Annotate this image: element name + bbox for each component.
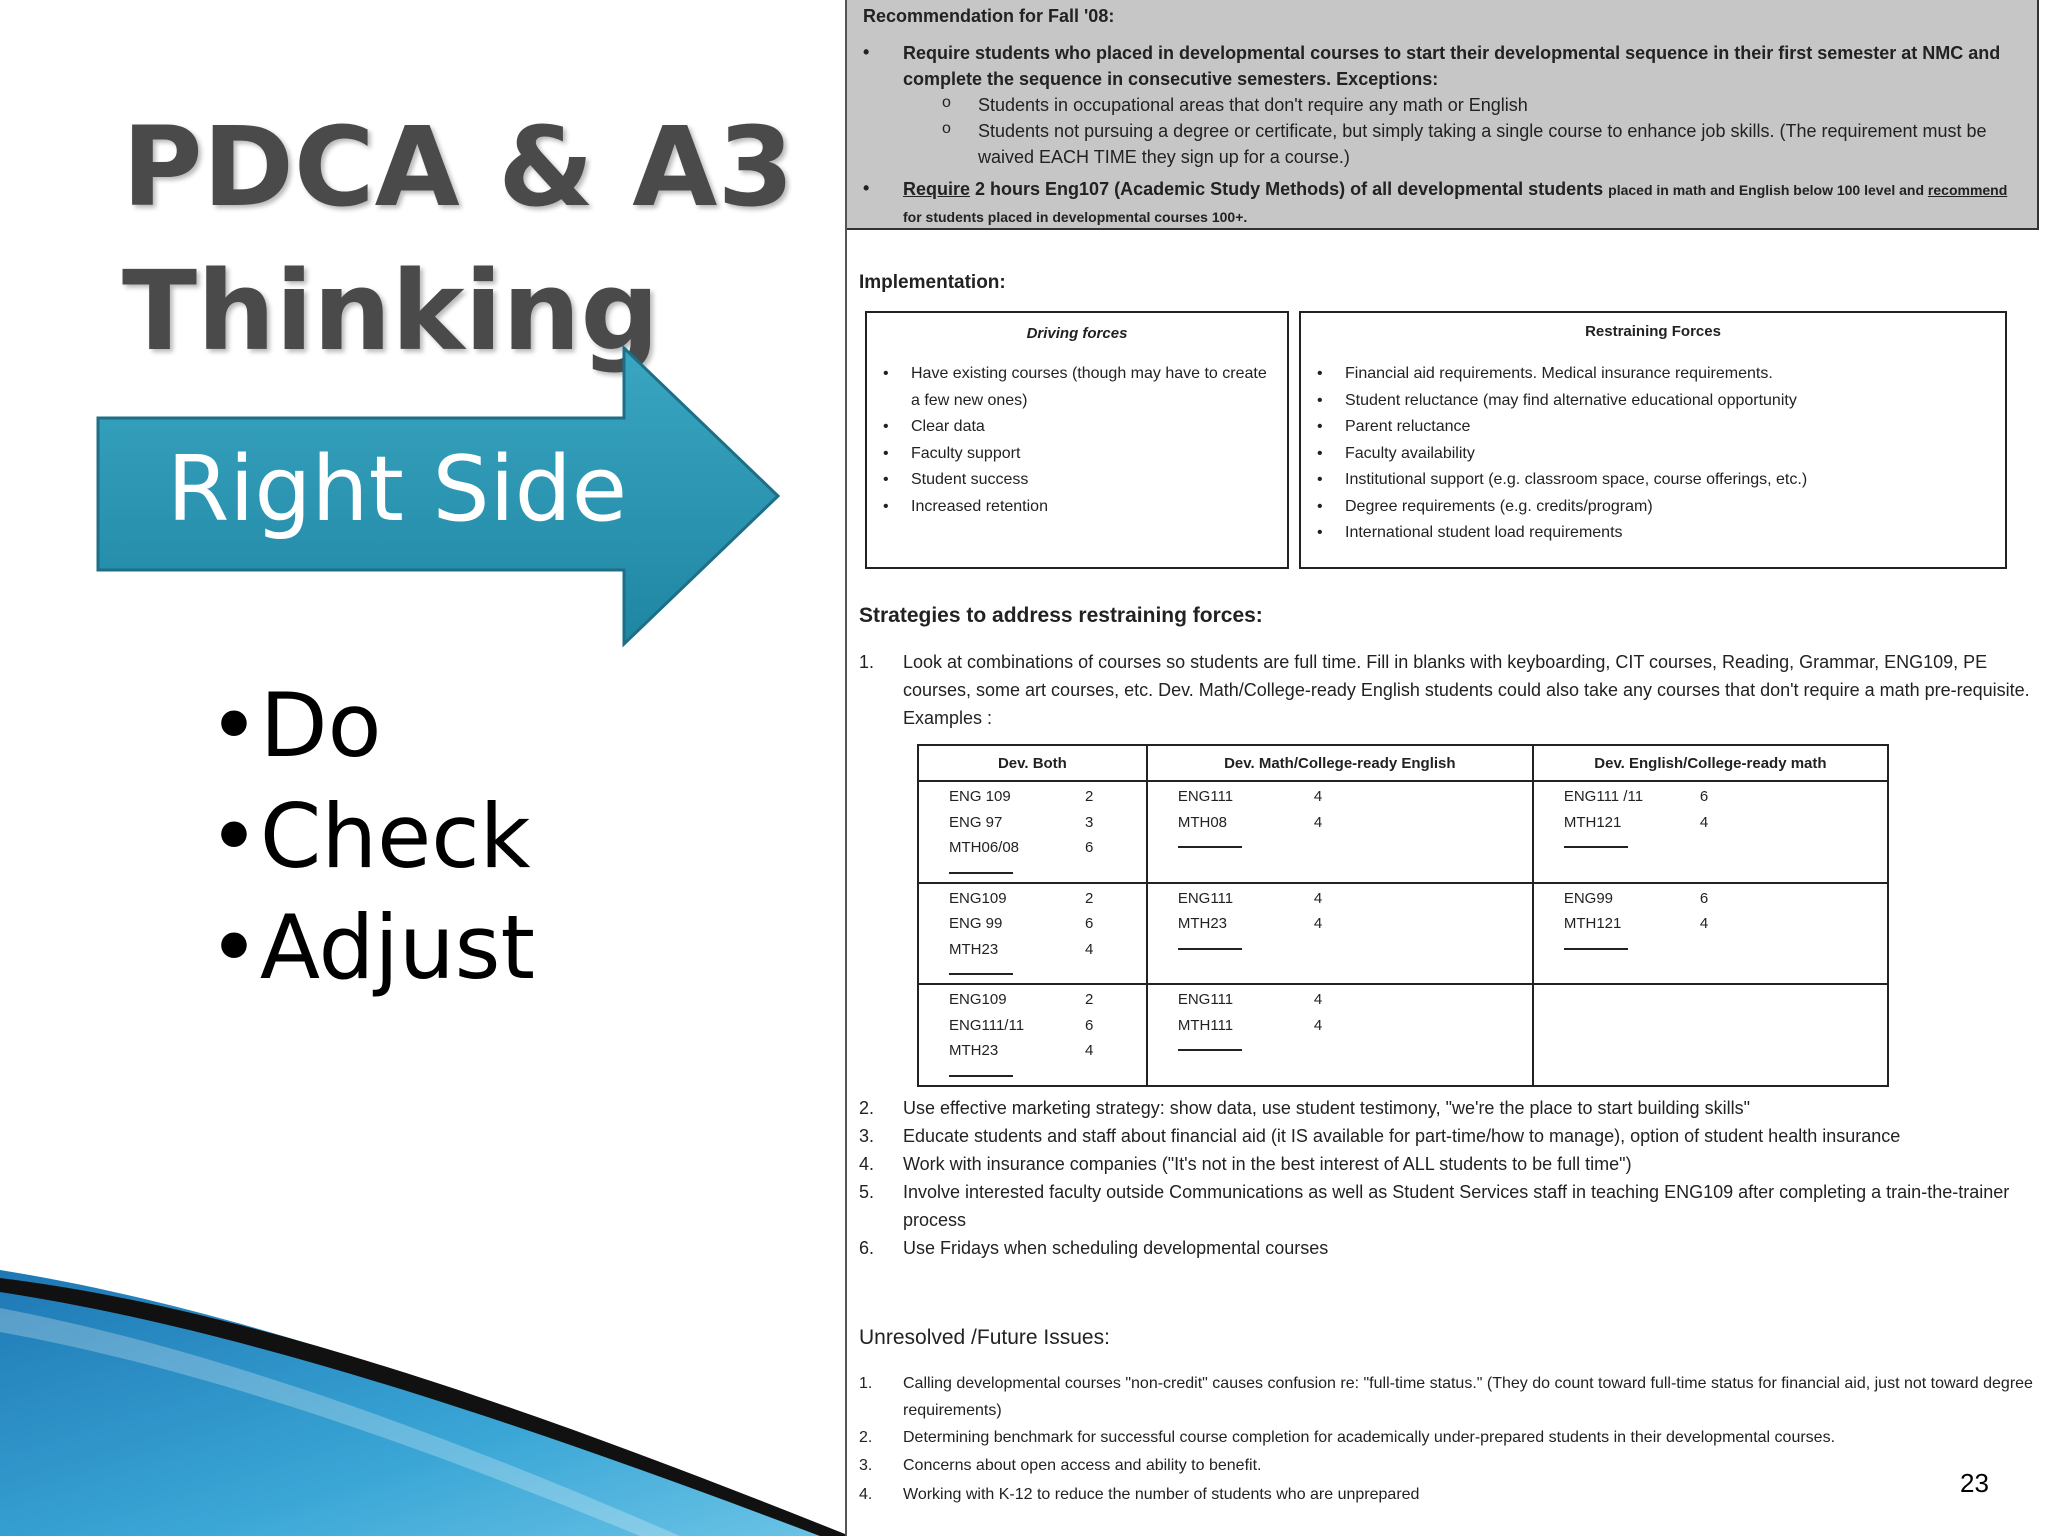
course-entry <box>1178 987 1532 1013</box>
course-credits: 4 <box>1313 788 1323 805</box>
course-credits: 4 <box>1699 813 1709 831</box>
unresolved-heading: Unresolved /Future Issues: <box>859 1326 1110 1349</box>
strategy-item <box>859 1150 2039 1178</box>
course-code: MTH23 <box>949 940 999 958</box>
recommendation-item: Require students who placed in developmental courses to start their developmental sequence in their first semester at NMC and complete the sequence in consecutive semesters. Exceptions: <box>903 43 2001 89</box>
strategy-number: 6. <box>859 1238 875 1258</box>
course-credits: 4 <box>1085 940 1094 958</box>
slide-title-line-2: Thinking <box>122 247 660 375</box>
recommendation-box <box>847 0 2039 230</box>
course-entry <box>1178 810 1532 836</box>
restraining-force-item: • Student reluctance (may find alternative educational opportunity <box>1301 388 1991 415</box>
unresolved-list <box>859 1370 2039 1509</box>
course-code: ENG109 <box>949 889 1007 907</box>
strategy-number: 5. <box>859 1182 875 1202</box>
table-cell <box>1533 883 1888 985</box>
table-cell <box>1147 883 1533 985</box>
course-code: MTH23 <box>949 1042 999 1059</box>
slide-bullet-list <box>208 670 535 1003</box>
course-code: ENG111 <box>1177 991 1234 1008</box>
table-cell <box>1147 984 1533 1086</box>
bullet-dot: • <box>863 42 870 62</box>
strategy-text: Look at combinations of courses so students are full time. Fill in blanks with keyboarding, CIT courses, Reading, Grammar, ENG109, PE courses, some art courses, etc. Dev. Math/College-ready English students could also take any courses that don't require a math pre-requisite. Examples : <box>903 652 2030 728</box>
course-credits: 2 <box>1085 788 1094 805</box>
strategy-item <box>859 1234 2039 1262</box>
restraining-force-item: • Degree requirements (e.g. credits/program) <box>1301 494 1991 521</box>
sub-bullet-circle: o <box>942 120 951 137</box>
course-code: ENG109 <box>949 991 1007 1008</box>
course-credits: 4 <box>1313 915 1323 932</box>
course-entry <box>1178 911 1532 937</box>
table-cell <box>1533 781 1888 883</box>
course-code: MTH08 <box>1177 813 1228 831</box>
course-entry <box>1564 911 1887 937</box>
driving-force-item: • Faculty support <box>867 441 1267 468</box>
strategy-number: 4. <box>859 1154 875 1174</box>
unresolved-number: 3. <box>859 1457 873 1474</box>
slide-page-number: 23 <box>1960 1468 1989 1498</box>
course-entry <box>949 911 1146 937</box>
strategy-number: 1. <box>859 652 875 672</box>
course-entry <box>949 835 1146 861</box>
sum-underline <box>1564 835 1887 852</box>
sum-underline <box>1178 937 1532 954</box>
recommendation-item <box>903 176 2023 230</box>
course-entry <box>1178 886 1532 912</box>
bullet-dot: • <box>863 178 870 198</box>
course-credits: 4 <box>1313 889 1323 907</box>
course-code: ENG 97 <box>949 813 1003 831</box>
restraining-forces-box <box>1299 311 2007 569</box>
table-header: Dev. Both <box>918 745 1147 781</box>
implementation-heading: Implementation: <box>859 272 1006 293</box>
restraining-force-item: • Financial aid requirements. Medical insurance requirements. <box>1301 361 1991 388</box>
course-credits: 2 <box>1085 889 1094 907</box>
driving-forces-title: Driving forces <box>1026 325 1128 342</box>
course-credits: 3 <box>1085 813 1094 831</box>
restraining-force-item: • Faculty availability <box>1301 441 1991 468</box>
table-body <box>918 781 1888 1086</box>
course-code: MTH121 <box>1563 915 1622 932</box>
table-row <box>918 883 1888 985</box>
course-code: ENG111 <box>1177 889 1234 907</box>
require-text: Require <box>903 179 971 199</box>
slide-title-line-1: PDCA & A3 <box>122 103 794 231</box>
course-credits: 6 <box>1699 788 1709 805</box>
course-entry <box>949 1038 1146 1064</box>
sum-underline <box>949 1064 1146 1081</box>
course-credits: 6 <box>1085 1016 1094 1034</box>
unresolved-text: Calling developmental courses "non-credit" causes confusion re: "full-time status." (They do count toward full-time status for financial aid, just not toward degree requirements) <box>903 1375 2033 1419</box>
table-row <box>918 984 1888 1086</box>
course-combinations-table <box>917 744 1889 1087</box>
sub-bullet-circle: o <box>942 94 951 111</box>
strategy-list <box>859 1094 2039 1262</box>
course-entry <box>949 937 1146 963</box>
bullet-do: •Do <box>208 674 382 777</box>
course-credits: 4 <box>1313 1016 1323 1034</box>
course-entry <box>949 784 1146 810</box>
recommendation-heading: Recommendation for Fall '08: <box>863 6 1115 26</box>
driving-force-item: • Increased retention <box>867 494 1267 521</box>
course-code: MTH06/08 <box>949 839 1020 856</box>
strategy-list-first <box>859 648 2039 732</box>
course-credits: 4 <box>1313 813 1323 831</box>
unresolved-number: 4. <box>859 1486 873 1503</box>
driving-forces-list <box>867 361 1267 520</box>
strategy-number: 2. <box>859 1098 875 1118</box>
course-code: ENG 109 <box>949 788 1011 805</box>
recommendation-text: for students placed in developmental courses 100+. <box>903 209 1248 225</box>
course-entry <box>1178 1013 1532 1039</box>
driving-forces-box <box>865 311 1289 569</box>
unresolved-number: 2. <box>859 1429 873 1446</box>
unresolved-item <box>859 1424 2039 1451</box>
exception-item: Students in occupational areas that don't require any math or English <box>978 95 1528 115</box>
strategy-text: Use effective marketing strategy: show data, use student testimony, "we're the place to start building skills" <box>903 1098 1750 1118</box>
course-entry <box>1564 784 1887 810</box>
strategy-text: Use Fridays when scheduling developmental courses <box>903 1238 1329 1258</box>
sum-underline <box>1564 937 1887 954</box>
restraining-force-item: • International student load requirements <box>1301 520 1991 547</box>
strategy-text: Involve interested faculty outside Communications as well as Student Services staff in teaching ENG109 after completing a train-the-trainer process <box>903 1182 2010 1230</box>
table-header-row <box>918 745 1888 781</box>
course-entry <box>949 987 1146 1013</box>
strategy-item <box>859 1122 2039 1150</box>
exception-item: Students not pursuing a degree or certificate, but simply taking a single course to enhance job skills. (The requirement must be waived EACH TIME they sign up for a course.) <box>978 121 1987 167</box>
table-cell <box>918 984 1147 1086</box>
a3-document <box>845 0 2048 1536</box>
slide-title <box>122 95 822 383</box>
strategy-text: Work with insurance companies ("It's not in the best interest of ALL students to be full time") <box>903 1154 1632 1174</box>
course-credits: 6 <box>1699 889 1709 907</box>
table-cell <box>1533 984 1888 1086</box>
recommend-text: recommend <box>1927 182 2008 198</box>
course-entry <box>949 886 1146 912</box>
course-code: ENG111 <box>1177 788 1234 805</box>
strategy-number: 3. <box>859 1126 875 1146</box>
recommendation-text: 2 hours Eng107 (Academic Study Methods) of all developmental students <box>970 179 1609 199</box>
course-credits: 6 <box>1085 839 1094 856</box>
sum-underline <box>949 861 1146 878</box>
recommendation-text: placed in math and English below 100 level and <box>1608 182 1928 198</box>
decorative-swoosh <box>0 1270 850 1536</box>
driving-force-item: • Clear data <box>867 414 1267 441</box>
sum-underline <box>1178 835 1532 852</box>
course-entry <box>1178 784 1532 810</box>
unresolved-item <box>859 1480 2039 1509</box>
course-entry <box>1564 886 1887 912</box>
table-cell <box>1147 781 1533 883</box>
sum-underline <box>1178 1038 1532 1055</box>
strategy-item <box>859 1094 2039 1122</box>
bullet-check: •Check <box>208 785 531 888</box>
course-entry <box>949 810 1146 836</box>
course-code: ENG111/11 <box>949 1016 1025 1034</box>
restraining-force-item: • Institutional support (e.g. classroom space, course offerings, etc.) <box>1301 467 1991 494</box>
unresolved-number: 1. <box>859 1375 873 1392</box>
restraining-force-item: • Parent reluctance <box>1301 414 1991 441</box>
course-code: MTH111 <box>1177 1016 1234 1034</box>
driving-force-item: • Have existing courses (though may have to create a few new ones) <box>867 361 1267 414</box>
unresolved-item <box>859 1370 2039 1424</box>
sum-underline <box>949 962 1146 979</box>
strategy-text: Educate students and staff about financial aid (it IS available for part-time/how to manage), option of student health insurance <box>903 1126 1901 1146</box>
course-credits: 6 <box>1085 915 1094 932</box>
course-credits: 4 <box>1085 1042 1094 1059</box>
course-code: ENG111 /11 <box>1563 788 1644 805</box>
strategy-item <box>859 648 2039 732</box>
strategies-heading: Strategies to address restraining forces: <box>859 604 1263 627</box>
table-header: Dev. English/College-ready math <box>1533 745 1888 781</box>
unresolved-text: Concerns about open access and ability to benefit. <box>903 1457 1262 1474</box>
unresolved-text: Working with K-12 to reduce the number of students who are unprepared <box>903 1486 1420 1503</box>
unresolved-item <box>859 1451 2039 1480</box>
arrow-label: Right Side <box>166 436 628 542</box>
course-credits: 4 <box>1699 915 1709 932</box>
course-credits: 4 <box>1313 991 1323 1008</box>
unresolved-text: Determining benchmark for successful course completion for academically under-prepared students in their developmental courses. <box>903 1429 1836 1446</box>
strategy-item <box>859 1178 2039 1234</box>
restraining-forces-title: Restraining Forces <box>1585 323 1721 340</box>
course-code: MTH23 <box>1177 915 1228 932</box>
course-code: ENG99 <box>1563 889 1614 907</box>
bullet-adjust: •Adjust <box>208 896 535 999</box>
course-entry <box>1564 810 1887 836</box>
driving-force-item: • Student success <box>867 467 1267 494</box>
course-code: MTH121 <box>1563 813 1622 831</box>
restraining-forces-list <box>1301 361 1991 547</box>
course-entry <box>949 1013 1146 1039</box>
table-row <box>918 781 1888 883</box>
table-cell <box>918 883 1147 985</box>
course-credits: 2 <box>1085 991 1094 1008</box>
course-code: ENG 99 <box>949 915 1003 932</box>
table-cell <box>918 781 1147 883</box>
table-header: Dev. Math/College-ready English <box>1147 745 1533 781</box>
